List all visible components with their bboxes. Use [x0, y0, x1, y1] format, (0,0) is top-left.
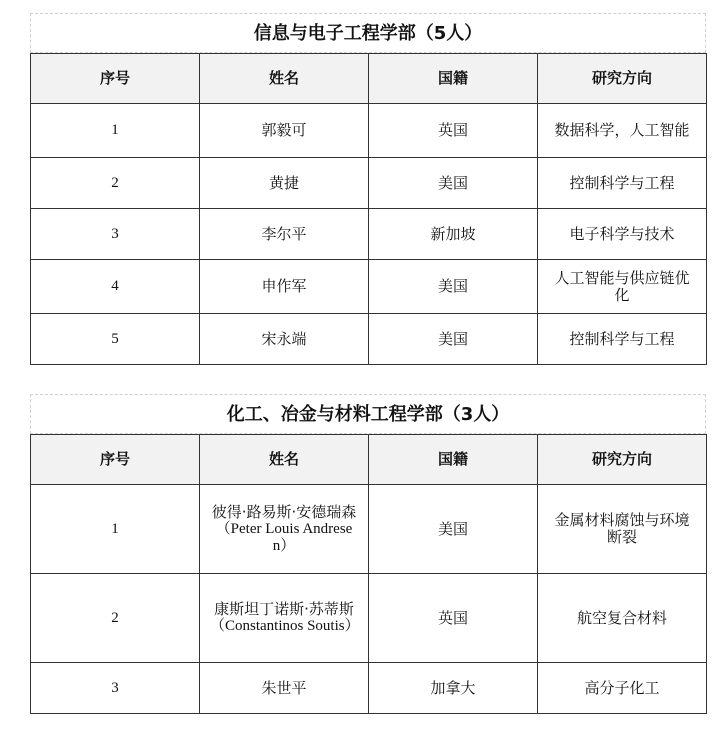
department-section-chemical-materials — [30, 394, 706, 714]
cell-name: 申作军 — [200, 260, 369, 314]
cell-field: 航空复合材料 — [538, 574, 707, 663]
cell-number: 4 — [31, 260, 200, 314]
cell-name: 黄捷 — [200, 158, 369, 209]
table-row — [31, 209, 707, 260]
name-chinese: 彼得·路易斯·安德瑞森 — [211, 502, 357, 521]
column-header-number: 序号 — [31, 54, 200, 104]
column-header-name: 姓名 — [200, 54, 369, 104]
academician-table — [30, 53, 707, 365]
cell-nationality: 英国 — [369, 104, 538, 158]
cell-field: 电子科学与技术 — [538, 209, 707, 260]
cell-number: 1 — [31, 104, 200, 158]
department-section-info-electronics — [30, 13, 706, 365]
cell-field: 控制科学与工程 — [538, 314, 707, 365]
cell-field: 控制科学与工程 — [538, 158, 707, 209]
cell-number: 1 — [31, 485, 200, 574]
table-row — [31, 260, 707, 314]
cell-name: 朱世平 — [200, 663, 369, 714]
cell-nationality: 美国 — [369, 485, 538, 574]
cell-field: 数据科学，人工智能 — [538, 104, 707, 158]
cell-name: 李尔平 — [200, 209, 369, 260]
cell-nationality: 美国 — [369, 260, 538, 314]
cell-number: 5 — [31, 314, 200, 365]
column-header-nationality: 国籍 — [369, 435, 538, 485]
cell-number: 2 — [31, 158, 200, 209]
column-header-name: 姓名 — [200, 435, 369, 485]
table-row — [31, 663, 707, 714]
table-row — [31, 158, 707, 209]
department-title: 信息与电子工程学部（5人） — [30, 13, 706, 53]
table-row — [31, 485, 707, 574]
column-header-nationality: 国籍 — [369, 54, 538, 104]
cell-field: 金属材料腐蚀与环境断裂 — [538, 485, 707, 574]
cell-number: 2 — [31, 574, 200, 663]
column-header-field: 研究方向 — [538, 435, 707, 485]
cell-name: 郭毅可 — [200, 104, 369, 158]
name-chinese: 康斯坦丁诺斯·苏蒂斯 — [214, 600, 354, 618]
cell-name: 宋永端 — [200, 314, 369, 365]
table-row — [31, 314, 707, 365]
table-header-row — [31, 54, 707, 104]
cell-field: 高分子化工 — [538, 663, 707, 714]
cell-number: 3 — [31, 209, 200, 260]
department-title: 化工、冶金与材料工程学部（3人） — [30, 394, 706, 434]
cell-nationality: 加拿大 — [369, 663, 538, 714]
cell-name — [200, 485, 369, 574]
name-english: （Peter Louis Andresen） — [215, 520, 353, 554]
cell-nationality: 新加坡 — [369, 209, 538, 260]
cell-name — [200, 574, 369, 663]
table-row — [31, 574, 707, 663]
cell-nationality: 美国 — [369, 314, 538, 365]
cell-nationality: 美国 — [369, 158, 538, 209]
name-english: （Constantinos Soutis） — [210, 618, 360, 634]
table-header-row — [31, 435, 707, 485]
cell-field: 人工智能与供应链优化 — [538, 260, 707, 314]
column-header-field: 研究方向 — [538, 54, 707, 104]
cell-nationality: 英国 — [369, 574, 538, 663]
cell-number: 3 — [31, 663, 200, 714]
table-row — [31, 104, 707, 158]
academician-table — [30, 434, 707, 714]
column-header-number: 序号 — [31, 435, 200, 485]
